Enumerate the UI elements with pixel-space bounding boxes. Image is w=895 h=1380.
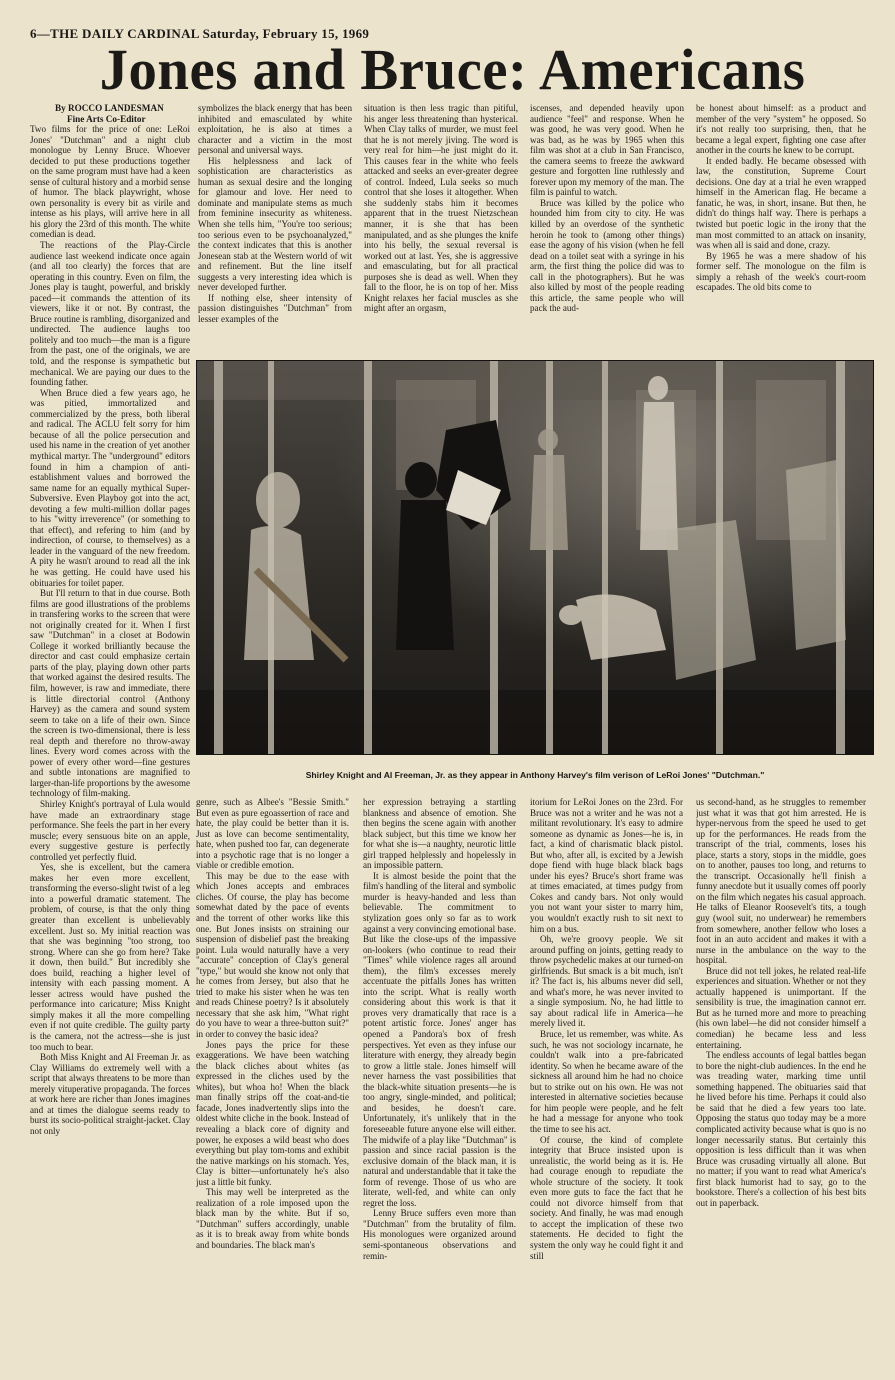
- paragraph: If nothing else, sheer intensity of passion distinguishes "Dutchman" from lesser examples of the: [198, 292, 352, 324]
- paragraph: It is almost beside the point that the film's handling of the literal and symbolic murder is heavy-handed and less than believable. The commitment to stylization goes only so far as to work against a very convincing emotional base. But like the close-ups of the impassive on-lookers (who continue to read their "Times" while violence rages all around them), the film's excesses merely accentuate the pitfalls Jones has written into the script. What is really worth considering about this work is that it proves very dramatically that race is a potent artistic force. Jones' anger has opened a Pandora's box of fresh perspectives. Yet even as they infuse our literature with energy, they already begin to grow a little stale. Jones himself will never harness the vast possibilities that the black-white situation presents—he is too angry, single-minded, and political; and besides, he doesn't care. Unfortunately, it's unlikely that in the foreseeable future anyone else will either. The midwife of a play like "Dutchman" is passion and since racial passion is the exclusive domain of the black man, it is natural and understandable that it take the form of revenge. Those of us who are literate, well-fed, and white can only regret the loss.: [363, 870, 516, 1208]
- paragraph: Bruce did not tell jokes, he related real-life experiences and situation. Whether or not they actually happened is unimportant. If the sensibility is true, the imagination cannot err. But as he turned more and more to preaching (his own label—he did not consider himself a comedian) he became less and less entertaining.: [696, 965, 866, 1050]
- paragraph: The endless accounts of legal battles began to bore the night-club audiences. In the end he was treading water, marking time until something happened. The obituaries said that he lived before his time. Perhaps it could also be said that he died a few years too late. Opposing the status quo today may be a more complicated activity because what is quo is no longer necessarily status. But certainly this opposition is less difficult than it was when Bruce was crusading virtually all alone. But no matter; if you want to read what America's first black humorist had to say, go to the bookstore. There's a collection of his best bits out in paperback.: [696, 1050, 866, 1208]
- paragraph: symbolizes the black energy that has been inhibited and emasculated by white exploitation, he is also at times a character and a victim in the most personal and universal ways.: [198, 103, 352, 156]
- paragraph: Yes, she is excellent, but the camera makes her even more excellent, transforming the everso-slight twist of a leg into a powerful dramatic statement. The problem, of course, is that the only thing greater than excellent is unbelievably excellent. Just so. My initial reaction was that she was beginning "too strong, too strong. Where can she go from here? Take it down, then build." But incredibly she does build, reaching a higher level of intensity with each passing moment. A lesser actress would have pushed the performance into caricature; Miss Knight simply makes it all the more compelling even if not quite credible. The guilty party is the camera, not the actress—she is just too much to bear.: [30, 862, 190, 1052]
- paragraph: Oh, we're groovy people. We sit around puffing on joints, getting ready to throw psychedelic makes at our turned-on girlfriends. But smack is a bit much, isn't it? The fact is, his albums never did sell, and what's more, he was never invited to a single symposium. No, he had little to say about radical life in America—he merely lived it.: [530, 934, 683, 1029]
- paragraph: By 1965 he was a mere shadow of his former self. The monologue on the film is simply a rehash of the week's court-room escapades. The old bits come to: [696, 250, 866, 293]
- paragraph: us second-hand, as he struggles to remember just what it was that got him arrested. He is hyper-nervous from the speed he used to get up for the performances. He reads from the transcript of the trial, comments, loses his place, starts a story, stops in the middle, goes on to another, pauses too long, and returns to the transcript. Occasionally he'll finish a funny anecdote but it usually comes off poorly on the film which negates his casual approach. He talks of Eleanor Roosevelt's tits, a tough guy (wool suit, no underwear) he remembers from somewhere, another fellow who loses a foot in an auto accident and makes it with a nurse in the ambulance on the way to the hospital.: [696, 797, 866, 966]
- subway-car-scene-image: [196, 360, 874, 755]
- paragraph: But I'll return to that in due course. Both films are good illustrations of the problems in transfering works to the screen that were not originally created for it. When I first saw "Dutchman" in a closet at Bodowin College it worked brilliantly because the director and cast could emphasize certain parts of the play, playing down other parts that worked against the desired results. The film, however, is raw and immediate, there is little directorial control (Anthony Harvey) as the camera and sound system seem to take on a life of their own. Since the screen is two-dimensional, there is less real depth and therefore no throw-away lines. Every word comes across with the power of every other word—fine gestures and subtle intonations are magnified to larger-than-life proportions by the awesome technology of film-making.: [30, 588, 190, 799]
- paragraph: Two films for the price of one: LeRoi Jones' "Dutchman" and a night club monologue by Lenny Bruce. Whoever decided to put these productions together on the same program must have had a keen sense of cultural history and a morbid sense of humor. The black playwright, whose own personality is every bit as virile and intense as his plays, will arrive here in all his glory the 23rd of this month. The white comedian is dead.: [30, 124, 190, 240]
- byline-author: By ROCCO LANDESMAN: [55, 103, 164, 113]
- photo-caption: Shirley Knight and Al Freeman, Jr. as they appear in Anthony Harvey's film verison of LeRoi Jones' "Dutchman.": [305, 770, 765, 780]
- column-4-bottom: [530, 797, 683, 1365]
- paragraph: His helplessness and lack of sophistication are characteristics as human as sexual desire and the longing for glamour and love. Her need to dominate and manipulate stems as much from feminine insecurity as whiteness. When she tells him, "You're too serious; too serious even to be psychoanalyzed," the context indicates that this is another Jonesean stab at the Western world of wit and refinement. But the line itself suggests a very interesting idea which is never developed further.: [198, 155, 352, 293]
- column-3-top: [364, 103, 518, 349]
- paragraph: Lenny Bruce suffers even more than "Dutchman" from the brutality of film. His monologues were organized around semi-spontaneous observations and remin-: [363, 1208, 516, 1261]
- column-2-top: [198, 103, 352, 349]
- column-4-top: [530, 103, 684, 349]
- paragraph: genre, such as Albee's "Bessie Smith." But even as pure egoassertion of race and hate, the play could be better than it is. Just as love can become sentimentality, hate, when pushed too far, can degenerate into a psychotic rage that is no longer a viable or credible emotion.: [196, 797, 349, 871]
- paragraph: Jones pays the price for these exaggerations. We have been watching the black cliches about whites (as expressed in the cliches used by the whites), but whoa ho! When the black man finally strips off the coat-and-tie facade, Jones inadvertently slips into the oldest white cliche in the book. Instead of revealing a black core of dignity and power, he exposes a wild beast who does everything but play tom-toms and exhibit the native markings on his stomach. Yes, Clay is bitter—unfortunately he's also just a little bit funky.: [196, 1039, 349, 1187]
- paragraph: Both Miss Knight and Al Freeman Jr. as Clay Williams do extremely well with a script that always threatens to be more than merely vituperative propaganda. The forces at work here are richer than Jones imagines and at times the dialogue seems ready to burst its socio-political straight-jacket. Clay not only: [30, 1052, 190, 1136]
- paragraph: Bruce, let us remember, was white. As such, he was not sociology incarnate, he couldn't walk into a pre-fabricated identity. So when he became aware of the sickness all around him he had no choice but to strike out on his own. He was not interested in alternative societies because for him people were people, and he felt he had a message for anyone who took the time to see his act.: [530, 1029, 683, 1134]
- paragraph: This may be due to the ease with which Jones accepts and embraces cliches. Of course, the play has become somewhat dated by the pace of events and the torrent of other works like this one. But Jones insists on straining our suspension of disbelief past the breaking point. Lula would naturally have a very "accurate" conception of Clay's general "type," but would she know not only that he comes from Jersey, but also that he tried to make his sister when he was ten and reads Chinese poetry? Is it absolutely necessary that she ask him, "What right do you have to wear a three-button suit?" in order to convey the basic idea?: [196, 870, 349, 1040]
- paragraph: itorium for LeRoi Jones on the 23rd. For Bruce was not a writer and he was not a militant revolutionary. It's easy to admire someone as dynamic as Jones—he is, in fact, a kind of charismatic black pistol. But who, after all, is excited by a Jewish dope fiend with huge black black bags under his eyes? Bruce's short frame was at times emaciated, at times pudgy from Cokes and candy bars. Not only would you not want your sister to marry him, you wouldn't exactly rush to sit next to him on a bus.: [530, 797, 683, 934]
- column-1: [30, 103, 190, 1365]
- headline: Jones and Bruce: Americans: [99, 37, 806, 102]
- paragraph: Of course, the kind of complete integrity that Bruce insisted upon is unrealistic, the world being as it is. He had courage enough to repudiate the whole structure of the society. It took even more guts to face the fact that he could not divorce himself from that society. And finally, he was mad enough to accept the implication of these two statements. He decided to fight the system the only way he could fight it and still: [530, 1134, 683, 1261]
- paragraph: situation is then less tragic than pitiful, his anger less threatening than hysterical. When Clay talks of murder, we must feel that he is not merely jiving. The word is very real for him—he just might do it. This causes fear in the white who feels attacked and seeks an ever-greater degree of control. Indeed, Lula seeks so much control that she loses it altogether. When she suddenly stabs him it becomes apparent that in the truest Nietzschean manner, it is she that has been manipulated, and as she plunges the knife into his belly, the sexual reversal is worked out at last. Yes, she is aggressive and emasculating, but for all practical purposes she is dead as well. When they fall to the floor, he is on top of her. Miss Knight relaxes her facial muscles as she might after an orgasm,: [364, 103, 518, 314]
- paragraph: The reactions of the Play-Circle audience last weekend indicate once again (and all too clearly) the forces that are operating in this country. Even on film, the Jones play is taught, powerful, and briskly paced—it commands the attention of its viewers, like it or not. By contrast, the Bruce routine is rambling, disorganized and undirected. The audience laughs too politely and too much—the man is a figure from the past, one of the originals, we are told, and the response is sympathetic but mechanical. We are paying our dues to the founding father.: [30, 240, 190, 388]
- paragraph: It ended badly. He became obsessed with law, the constitution, Supreme Court decisions. One day at a trial he even wrapped himself in the American flag. He became a fanatic, he was, in short, insane. But then, he didn't do things half way. There is perhaps a twisted but poetic logic in the irony that the man most committed to an attack on insanity, was when all is said and done, crazy.: [696, 155, 866, 251]
- paragraph: be honest about himself: as a product and member of the very "system" he opposed. So it's not really too surprising, then, that he became a legal expert, fighting one case after another in the courts he knew to be corrupt.: [696, 103, 866, 156]
- column-3-bottom: [363, 797, 516, 1365]
- masthead: 6—THE DAILY CARDINAL Saturday, February 15, 1969: [30, 26, 370, 41]
- column-5-top: [696, 103, 866, 349]
- paragraph: iscenses, and depended heavily upon audience "feel" and response. When he was good, he was very good. When he was bad, as he was by 1965 when this film was shot at a club in San Francisco, the camera seems to freeze the awkward gesture and forgotten line ruthlessly and forever upon my memory of the man. The film is painful to watch.: [530, 103, 684, 198]
- column-2-bottom: [196, 797, 349, 1365]
- paragraph: her expression betraying a startling blankness and absence of emotion. She then begins the scene again with another black subject, but this time we know her for what she is—a naughty, neurotic little girl trapped helplessly and hopelessly in an impossible pattern.: [363, 797, 516, 871]
- column-5-bottom: [696, 797, 866, 1365]
- byline-title: Fine Arts Co-Editor: [67, 113, 146, 124]
- paragraph: Shirley Knight's portrayal of Lula would have made an extraordinary stage performance. She feels the part in her every muscle; every sensuous bite on an apple, every suggestive gesture is perfectly controlled yet perfectly fluid.: [30, 799, 190, 862]
- paragraph: Bruce was killed by the police who hounded him from city to city. He was killed by an overdose of the synthetic heroin he took to (among other things) ease the agony of his vision (when he fell dead on a toilet seat with a syringe in his arm, the first thing the police did was to call in the photographers). But he was also killed by most of the people reading this article, the same people who will pack the aud-: [530, 197, 684, 314]
- paragraph: This may well be interpreted as the realization of a role imposed upon the black man by the white. But if so, "Dutchman" suffers accordingly, unable as it is to break away from white bonds and boundaries. The black man's: [196, 1187, 349, 1250]
- paragraph: When Bruce died a few years ago, he was pitied, immortalized and commercialized by the press, both liberal and radical. The ACLU felt sorry for him because of all the police persecution and used his name in the creation of yet another mythical martyr. The "underground" editors found in him a champion of anti-establishment values and borrowed the same name for an equally mythical Super-Subversive. Even Playboy got into the act, devoting a few multi-million dollar pages to his "witty irreverence" (or something to that effect), and refering to him (and by indirection, of course, to themselves) as a leader in the vanguard of the new freedom. A pity he wasn't around to read all the ink he was getting. He could have used his obituaries for toilet paper.: [30, 387, 190, 588]
- film-still-photo: [196, 360, 874, 755]
